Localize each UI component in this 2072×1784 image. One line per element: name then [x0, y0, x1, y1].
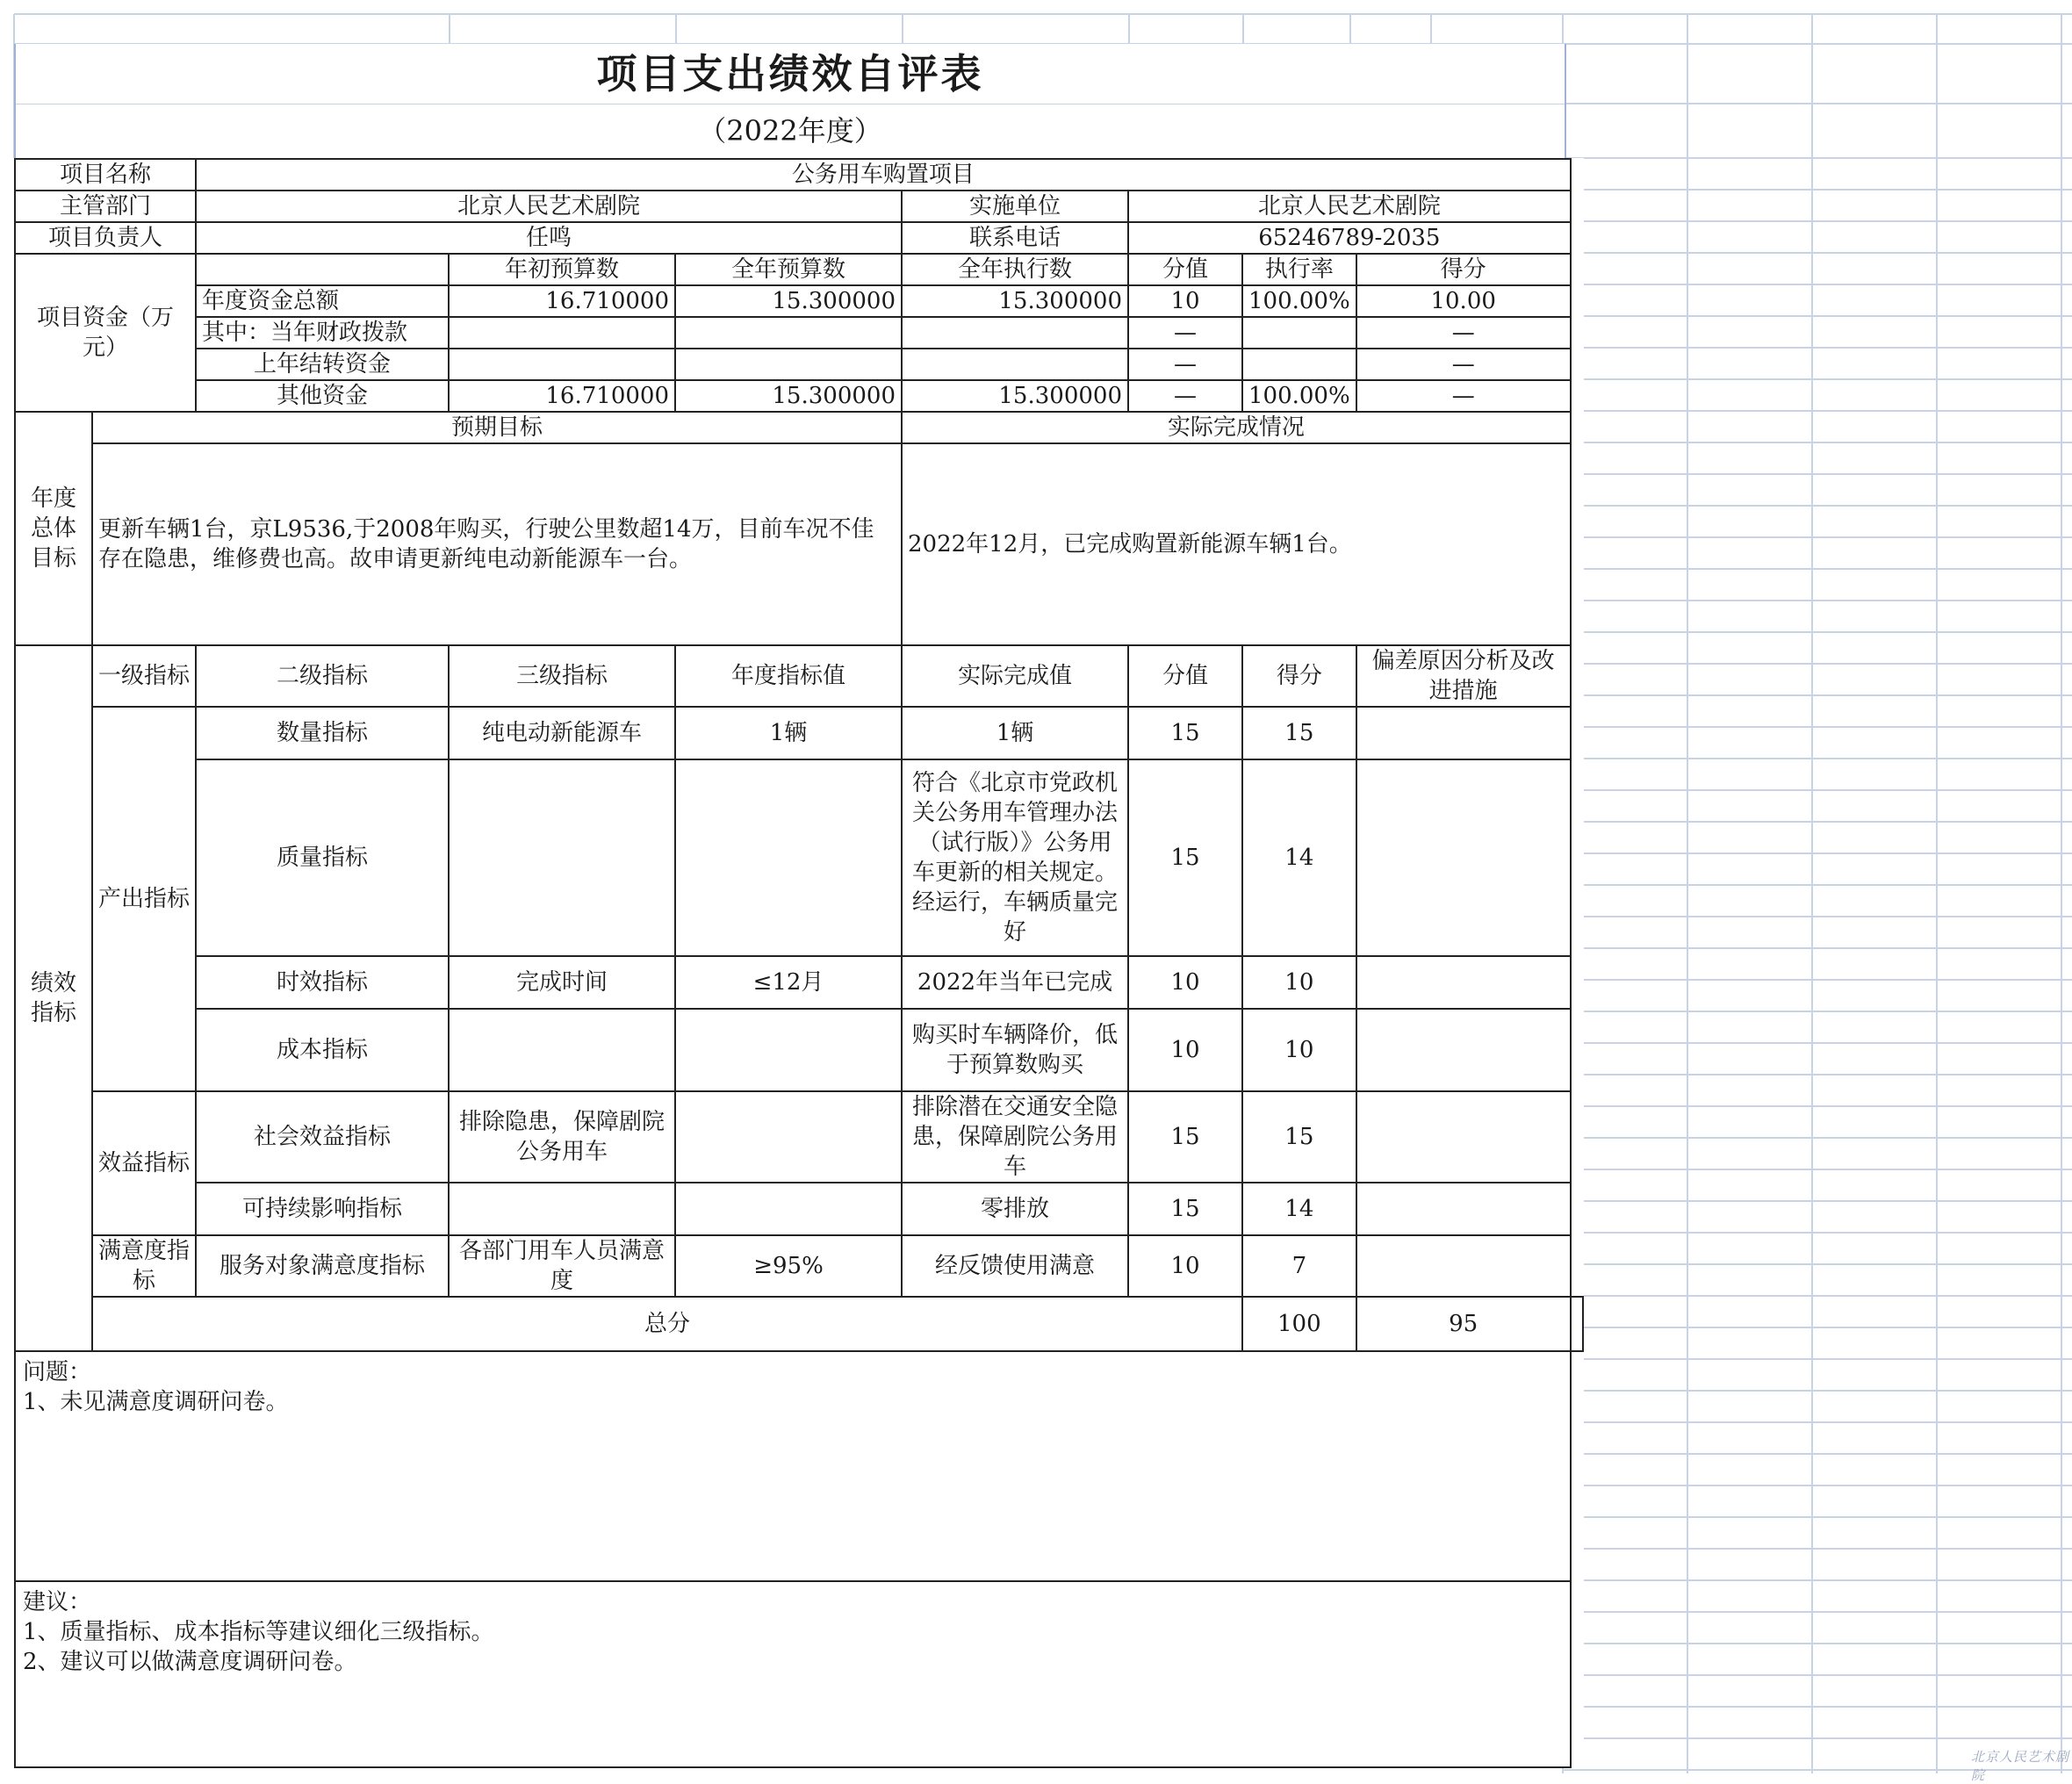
perf-l3[interactable]: 纯电动新能源车: [449, 707, 675, 759]
watermark-stamp: 北京人民艺术剧院: [1971, 1749, 2070, 1783]
perf-note[interactable]: [1356, 1009, 1571, 1091]
expected-goal-header: 预期目标: [92, 412, 902, 443]
dept-label: 主管部门: [15, 191, 196, 222]
table-row: [15, 759, 1583, 956]
perf-score[interactable]: 10: [1242, 1009, 1356, 1091]
funds-full[interactable]: [675, 317, 902, 349]
perf-header-l2: 二级指标: [196, 645, 449, 707]
funds-row-label: 其他资金: [196, 380, 449, 412]
perf-target[interactable]: [675, 1183, 902, 1235]
perf-l2: 成本指标: [196, 1009, 449, 1091]
perf-value[interactable]: 15: [1128, 1183, 1242, 1235]
funds-row: [15, 317, 1583, 349]
self-evaluation-table: [14, 158, 1584, 1768]
perf-actual[interactable]: 排除潜在交通安全隐患，保障剧院公务用车: [902, 1091, 1128, 1183]
suggestions-box[interactable]: [15, 1581, 1571, 1767]
perf-header-l3: 三级指标: [449, 645, 675, 707]
table-row: [15, 1009, 1583, 1091]
funds-rate[interactable]: [1242, 349, 1356, 380]
perf-target[interactable]: ≤12月: [675, 956, 902, 1009]
perf-note[interactable]: [1356, 1235, 1571, 1297]
table-row: [15, 707, 1583, 759]
funds-init[interactable]: 16.710000: [449, 285, 675, 317]
table-row: [15, 1235, 1583, 1297]
funds-header-init: 年初预算数: [449, 254, 675, 285]
perf-l2: 服务对象满意度指标: [196, 1235, 449, 1297]
funds-rate[interactable]: 100.00%: [1242, 380, 1356, 412]
funds-row: [15, 380, 1583, 412]
perf-score[interactable]: 10: [1242, 956, 1356, 1009]
funds-exec[interactable]: 15.300000: [902, 380, 1128, 412]
funds-exec[interactable]: [902, 349, 1128, 380]
funds-row: [15, 349, 1583, 380]
suggestion-item: 1、质量指标、成本指标等建议细化三级指标。: [23, 1619, 494, 1645]
funds-init[interactable]: [449, 349, 675, 380]
funds-score[interactable]: —: [1356, 317, 1571, 349]
perf-l3[interactable]: [449, 1009, 675, 1091]
project-name-label: 项目名称: [15, 159, 196, 191]
level1-satisfaction: 满意度指标: [92, 1235, 196, 1297]
funds-full[interactable]: 15.300000: [675, 285, 902, 317]
perf-header-score: 得分: [1242, 645, 1356, 707]
issues-label: 问题：: [23, 1359, 92, 1385]
leader-value[interactable]: 任鸣: [196, 222, 902, 254]
goals-label: 年度总体目标: [15, 412, 92, 645]
perf-score[interactable]: 14: [1242, 759, 1356, 956]
perf-value[interactable]: 15: [1128, 707, 1242, 759]
performance-label: 绩效指标: [15, 645, 92, 1351]
perf-header-actual: 实际完成值: [902, 645, 1128, 707]
funds-header-blank: [196, 254, 449, 285]
perf-value[interactable]: 10: [1128, 1009, 1242, 1091]
total-value[interactable]: 100: [1242, 1297, 1356, 1351]
funds-row-label: 上年结转资金: [196, 349, 449, 380]
suggestion-item: 2、建议可以做满意度调研问卷。: [23, 1649, 357, 1675]
funds-header-full: 全年预算数: [675, 254, 902, 285]
funds-exec[interactable]: 15.300000: [902, 285, 1128, 317]
funds-row-label: 其中：当年财政拨款: [196, 317, 449, 349]
sheet-year: （2022年度）: [698, 114, 882, 147]
perf-note[interactable]: [1356, 759, 1571, 956]
funds-score-value[interactable]: 10: [1128, 285, 1242, 317]
funds-header-rate: 执行率: [1242, 254, 1356, 285]
funds-row-label: 年度资金总额: [196, 285, 449, 317]
perf-actual[interactable]: 零排放: [902, 1183, 1128, 1235]
funds-init[interactable]: 16.710000: [449, 380, 675, 412]
funds-score-value[interactable]: —: [1128, 380, 1242, 412]
perf-l3[interactable]: 排除隐患，保障剧院公务用车: [449, 1091, 675, 1183]
leader-label: 项目负责人: [15, 222, 196, 254]
perf-score[interactable]: 15: [1242, 1091, 1356, 1183]
perf-l3[interactable]: 完成时间: [449, 956, 675, 1009]
perf-actual[interactable]: 2022年当年已完成: [902, 956, 1128, 1009]
actual-goal-text[interactable]: 2022年12月，已完成购置新能源车辆1台。: [902, 443, 1571, 645]
perf-l2: 可持续影响指标: [196, 1183, 449, 1235]
perf-score[interactable]: 15: [1242, 707, 1356, 759]
funds-full[interactable]: 15.300000: [675, 380, 902, 412]
perf-l2: 社会效益指标: [196, 1091, 449, 1183]
perf-value[interactable]: 15: [1128, 1091, 1242, 1183]
perf-l2: 数量指标: [196, 707, 449, 759]
perf-actual[interactable]: 1辆: [902, 707, 1128, 759]
expected-goal-text[interactable]: 更新车辆1台，京L9536,于2008年购买，行驶公里数超14万，目前车况不佳存在隐患，维修费也高。故申请更新纯电动新能源车一台。: [92, 443, 902, 645]
funds-rate[interactable]: 100.00%: [1242, 285, 1356, 317]
level1-benefit: 效益指标: [92, 1091, 196, 1235]
perf-l3[interactable]: [449, 1183, 675, 1235]
perf-l2: 时效指标: [196, 956, 449, 1009]
total-score[interactable]: 95: [1356, 1297, 1571, 1351]
funds-exec[interactable]: [902, 317, 1128, 349]
perf-header-l1: 一级指标: [92, 645, 196, 707]
funds-row: [15, 285, 1583, 317]
total-note[interactable]: [1571, 1297, 1583, 1351]
funds-full[interactable]: [675, 349, 902, 380]
funds-init[interactable]: [449, 317, 675, 349]
perf-target[interactable]: ≥95%: [675, 1235, 902, 1297]
perf-value[interactable]: 15: [1128, 759, 1242, 956]
dept-value[interactable]: 北京人民艺术剧院: [196, 191, 902, 222]
funds-score-value[interactable]: —: [1128, 349, 1242, 380]
sheet-title: 项目支出绩效自评表: [16, 44, 1565, 104]
issue-item: 1、未见满意度调研问卷。: [23, 1389, 289, 1415]
funds-score[interactable]: —: [1356, 380, 1571, 412]
perf-score[interactable]: 14: [1242, 1183, 1356, 1235]
funds-header-score: 得分: [1356, 254, 1571, 285]
table-row: [15, 1091, 1583, 1183]
level1-output: 产出指标: [92, 707, 196, 1091]
funds-score[interactable]: —: [1356, 349, 1571, 380]
perf-value[interactable]: 10: [1128, 956, 1242, 1009]
suggestions-label: 建议：: [23, 1589, 92, 1615]
perf-note[interactable]: [1356, 956, 1571, 1009]
funds-label: 项目资金（万元）: [15, 254, 196, 412]
funds-score-value[interactable]: —: [1128, 317, 1242, 349]
perf-l3[interactable]: [449, 759, 675, 956]
perf-score[interactable]: 7: [1242, 1235, 1356, 1297]
table-row: [15, 956, 1583, 1009]
perf-header-target: 年度指标值: [675, 645, 902, 707]
perf-value[interactable]: 10: [1128, 1235, 1242, 1297]
funds-header-value: 分值: [1128, 254, 1242, 285]
funds-score[interactable]: 10.00: [1356, 285, 1571, 317]
perf-l2: 质量指标: [196, 759, 449, 956]
perf-target[interactable]: [675, 1009, 902, 1091]
total-label: 总分: [92, 1297, 1242, 1351]
impl-value[interactable]: 北京人民艺术剧院: [1128, 191, 1571, 222]
perf-actual[interactable]: 购买时车辆降价，低于预算数购买: [902, 1009, 1128, 1091]
phone-value[interactable]: 65246789-2035: [1128, 222, 1571, 254]
perf-target[interactable]: [675, 759, 902, 956]
project-name-value[interactable]: 公务用车购置项目: [196, 159, 1571, 191]
perf-target[interactable]: [675, 1091, 902, 1183]
perf-l3[interactable]: 各部门用车人员满意度: [449, 1235, 675, 1297]
actual-goal-header: 实际完成情况: [902, 412, 1571, 443]
impl-label: 实施单位: [902, 191, 1128, 222]
perf-actual[interactable]: 经反馈使用满意: [902, 1235, 1128, 1297]
title-area: [14, 44, 1566, 158]
perf-actual[interactable]: 符合《北京市党政机关公务用车管理办法（试行版）》公务用车更新的相关规定。经运行，车辆质量完好: [902, 759, 1128, 956]
perf-target[interactable]: 1辆: [675, 707, 902, 759]
funds-header-exec: 全年执行数: [902, 254, 1128, 285]
perf-note[interactable]: [1356, 1091, 1571, 1183]
perf-note[interactable]: [1356, 707, 1571, 759]
perf-header-value: 分值: [1128, 645, 1242, 707]
table-row: [15, 1183, 1583, 1235]
funds-rate[interactable]: [1242, 317, 1356, 349]
issues-box[interactable]: [15, 1351, 1571, 1581]
perf-note[interactable]: [1356, 1183, 1571, 1235]
phone-label: 联系电话: [902, 222, 1128, 254]
perf-header-note: 偏差原因分析及改进措施: [1356, 645, 1571, 707]
